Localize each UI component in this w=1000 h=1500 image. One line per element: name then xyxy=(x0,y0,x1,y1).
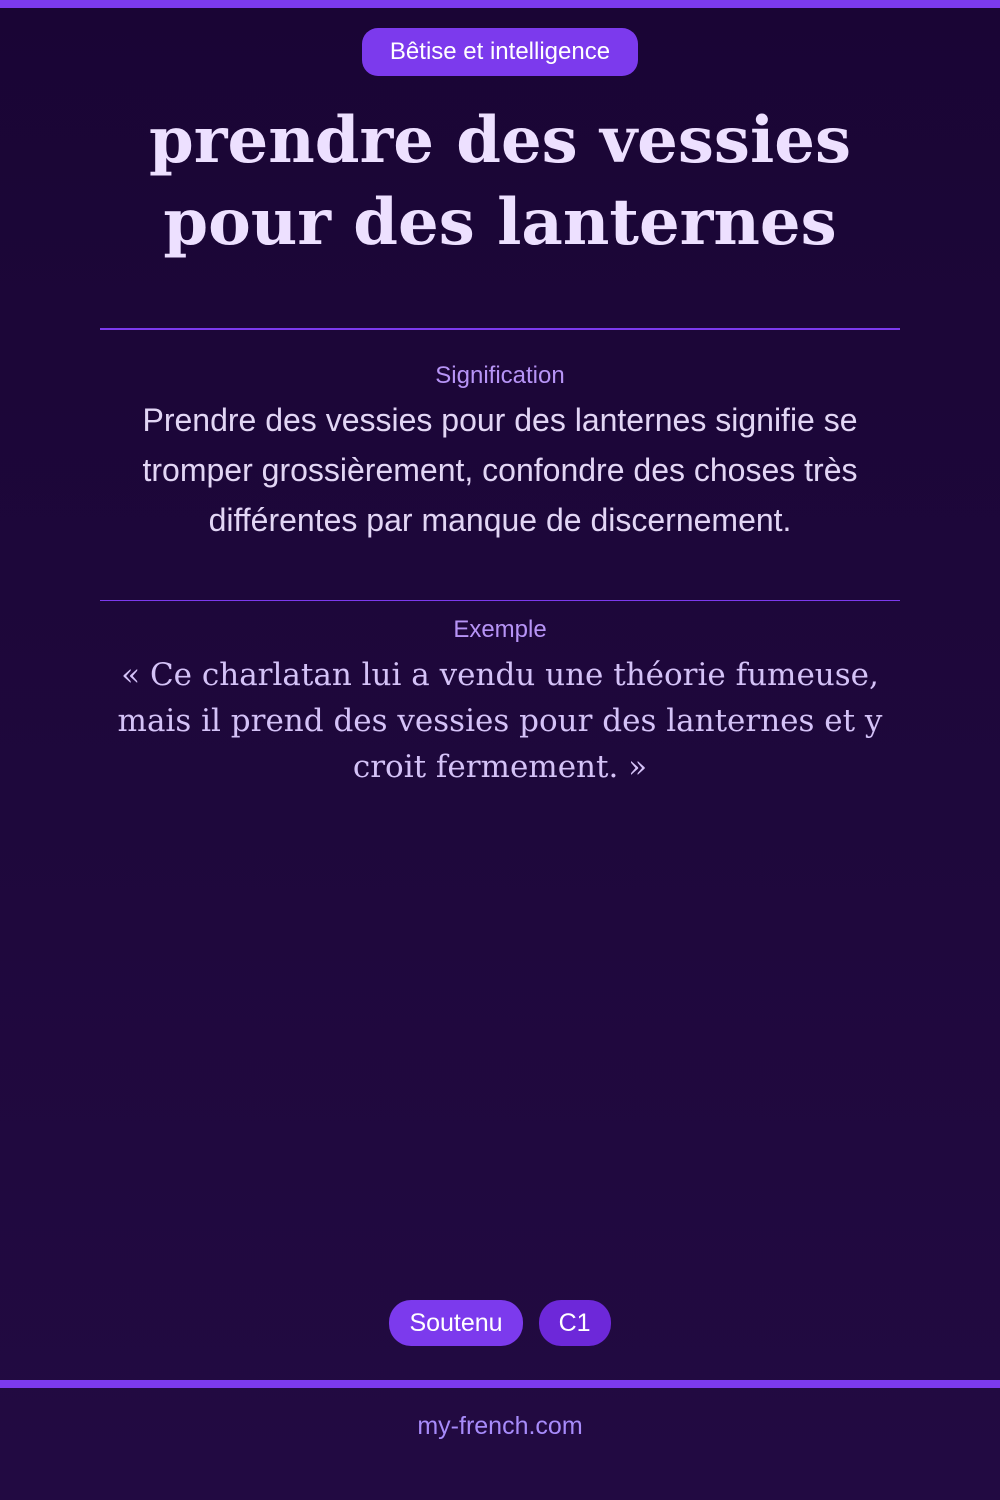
footer-site-link[interactable]: my-french.com xyxy=(417,1412,583,1440)
example-text: « Ce charlatan lui a vendu une théorie fumeuse, mais il prend des vessies pour des lanternes et y croit fermement. » xyxy=(117,657,883,785)
example-label: Exemple xyxy=(453,616,547,643)
meaning-label: Signification xyxy=(435,362,565,389)
category-badge: Bêtise et intelligence xyxy=(362,28,638,76)
bottom-accent-bar xyxy=(0,1380,1000,1388)
register-tag: Soutenu xyxy=(389,1300,522,1346)
tag-list xyxy=(0,1300,1000,1346)
divider-middle xyxy=(100,600,900,601)
meaning-text: Prendre des vessies pour des lanternes signifie se tromper grossièrement, confondre des choses très différentes par manque de discernement. xyxy=(142,402,858,538)
top-accent-bar xyxy=(0,0,1000,8)
expression-title: prendre des vessies pour des lanternes xyxy=(149,103,851,260)
level-tag: C1 xyxy=(539,1300,611,1346)
divider-top xyxy=(100,328,900,330)
